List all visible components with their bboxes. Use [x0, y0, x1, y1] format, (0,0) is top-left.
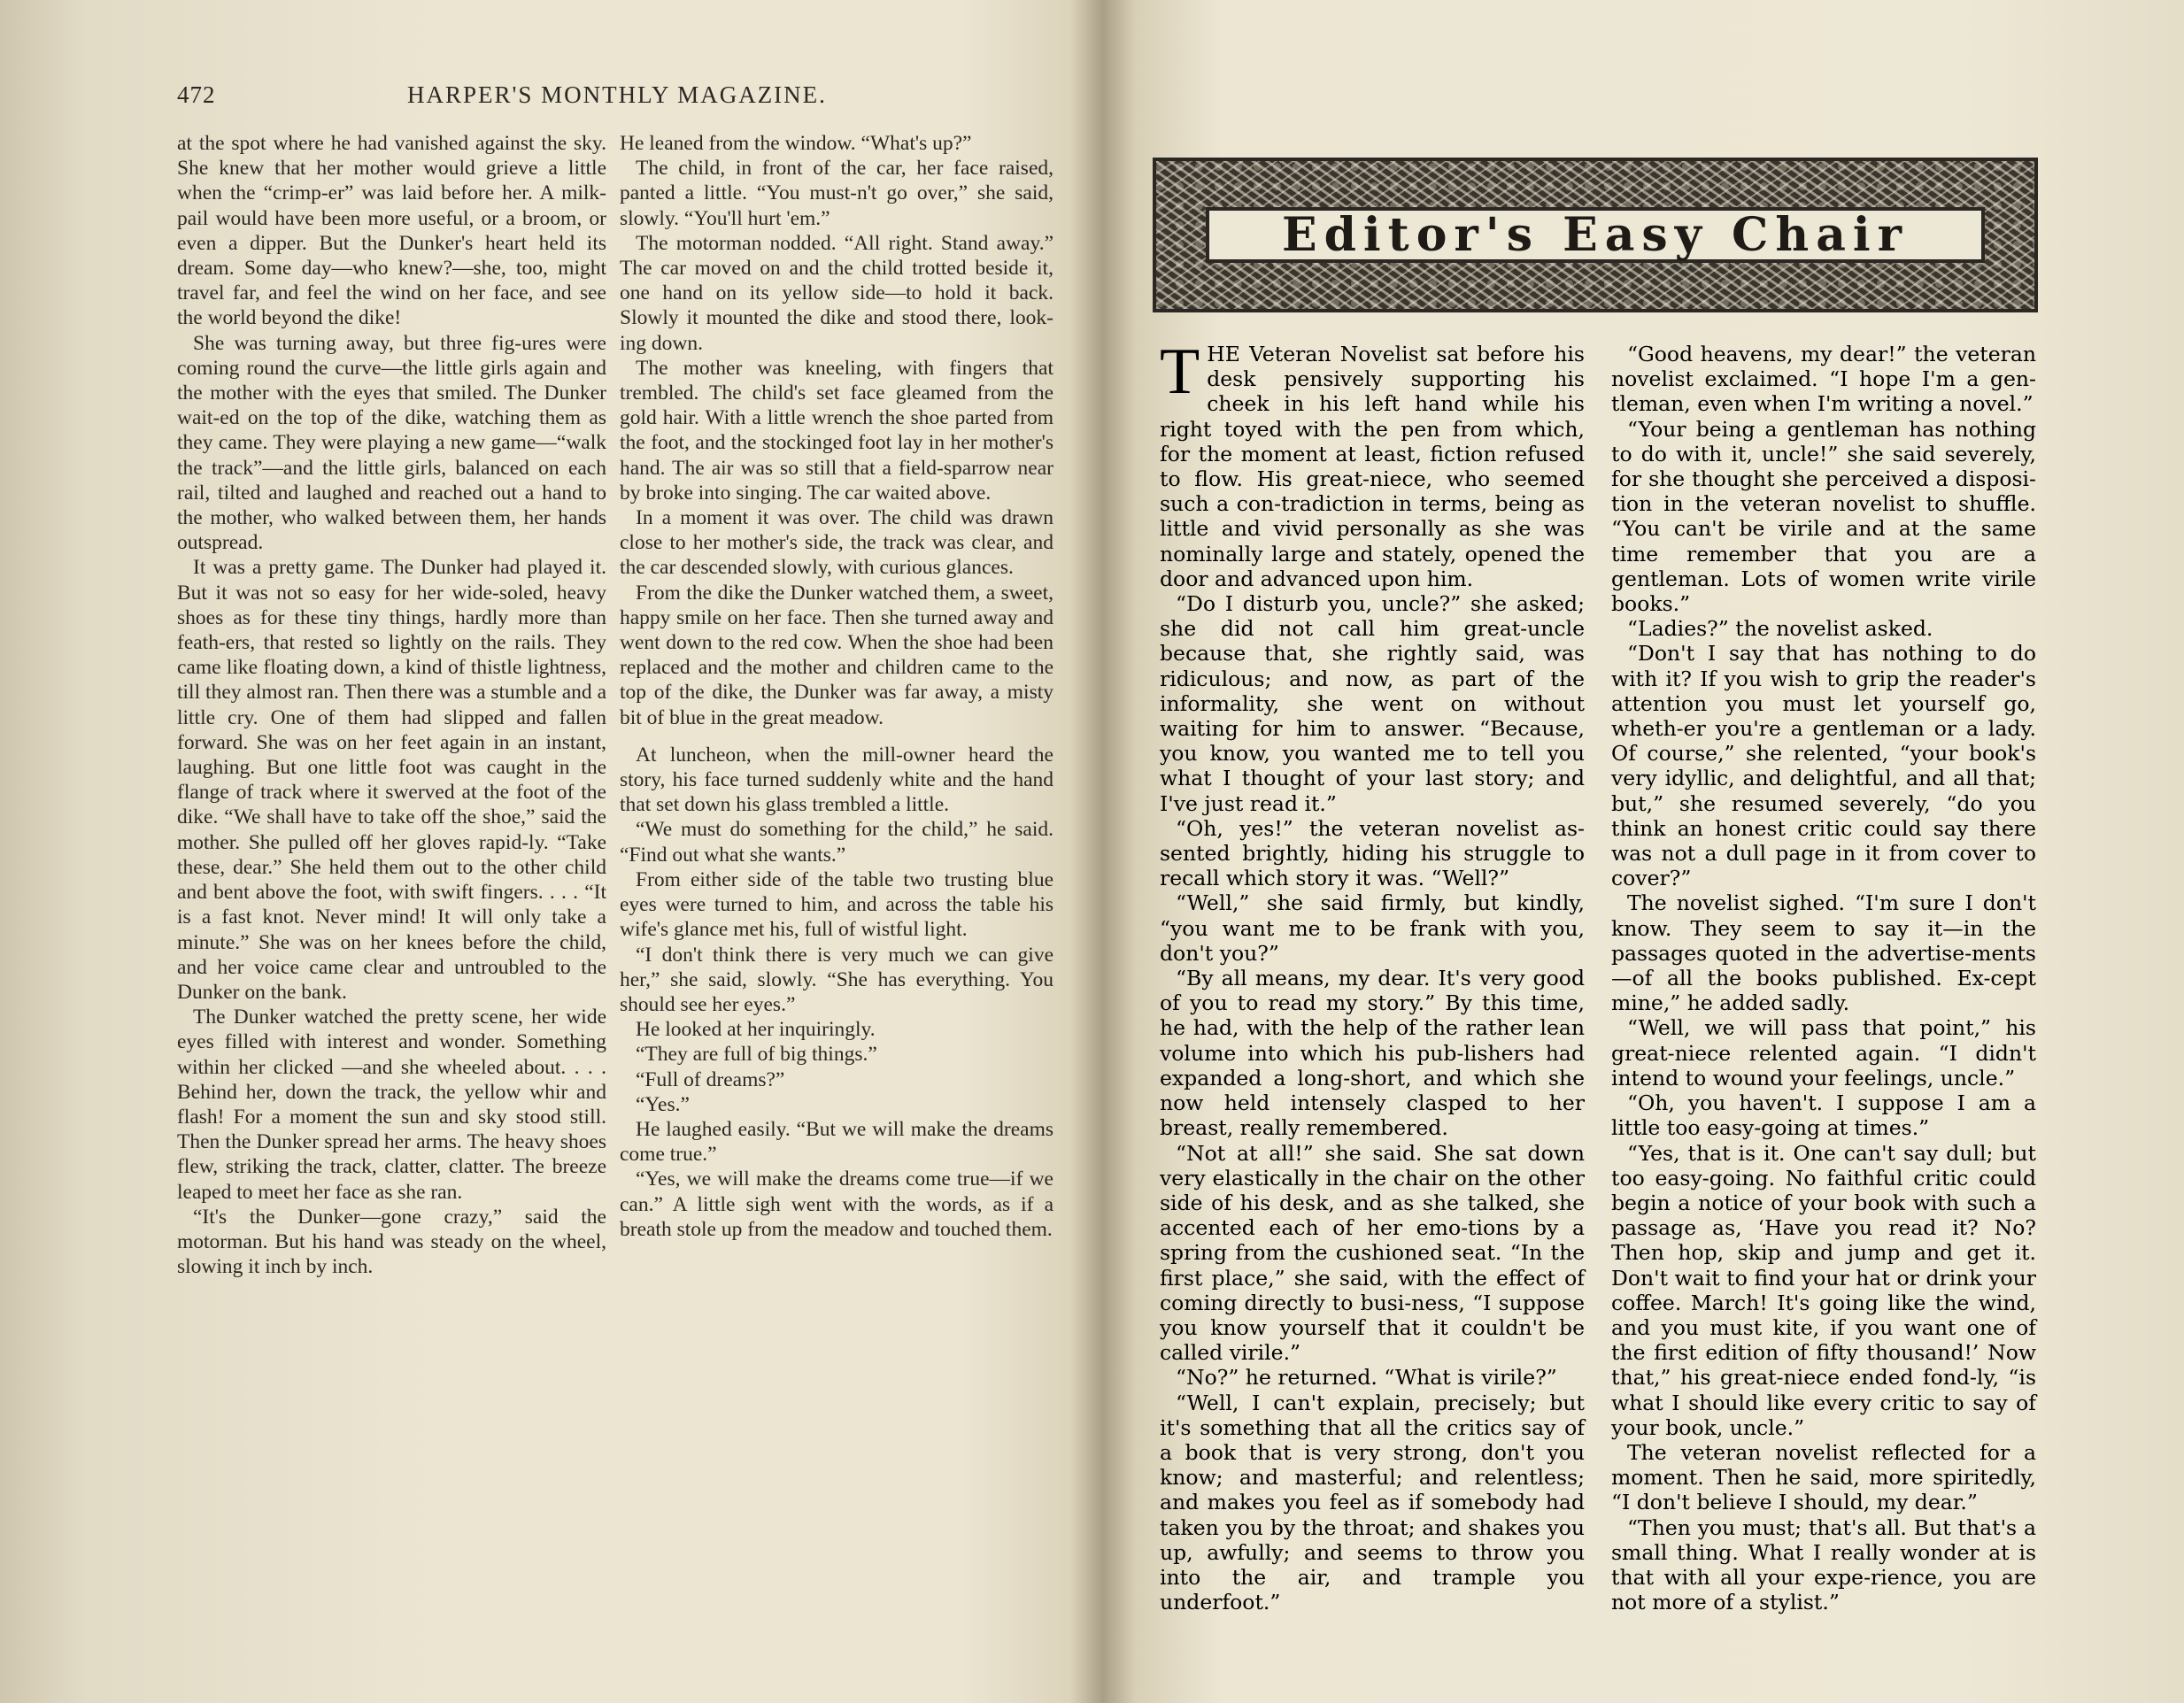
drop-cap: T	[1160, 335, 1200, 408]
paragraph: “Yes, that is it. One can't say dull; but too easy-going. No faithful critic could begin a notice of your book with such a passage as, ‘Have you read it? No? Then hop, skip and jump and get it. Don't wait to find your hat or drink your coffee. March! It's going like the wind, and you must kite, if you want one of the first edition of fifty thousand!’ Now that,” his great-niece ended fond-ly, “is what I should like every critic to say of your book, uncle.”	[1611, 1140, 2036, 1440]
paragraph: From either side of the table two trusting blue eyes were turned to him, and across the table his wife's glance met his, full of wistful light.	[620, 867, 1053, 942]
paragraph: The child, in front of the car, her face raised, panted a little. “You must-n't go over,” she said, slowly. “You'll hurt 'em.”	[620, 157, 1053, 230]
paragraph: “Yes, we will make the dreams come true—if we can.” A little sigh went with the words, as if a breath stole up from the meadow and touched them.	[620, 1167, 1053, 1241]
paragraph: “Do I disturb you, uncle?” she asked; she did not call him great-uncle because that, she rightly said, was ridiculous; and now, as part of the informality, she went on without waiting for him to answer. “Because, you know, you wanted me to tell you what I thought of your last story; and I've just read it.”	[1160, 591, 1585, 816]
paragraph: The veteran novelist reflected for a moment. Then he said, more spiritedly, “I don't believe I should, my dear.”	[1611, 1439, 2036, 1515]
paragraph: “They are full of big things.”	[636, 1043, 877, 1067]
paragraph: “It's the Dunker—gone crazy,” said the motorman. But his hand was steady on the wheel, slowing it inch by inch.	[177, 1205, 606, 1279]
paragraph: “Not at all!” she said. She sat down very elastically in the chair on the other side of his desk, and as she talked, she accented each of her emo-tions by a spring from the cushioned seat. “In the first place,” she said, with the effect of coming directly to busi-ness, “I suppose you know yourself that it couldn't be called virile.”	[1160, 1140, 1585, 1366]
paragraph: “By all means, my dear. It's very good of you to read my story.” By this time, he had, with the help of the rather lean volume into which his pub-lishers had expanded a long-short, and which she now held intensely clasped to her breast, really remembered.	[1160, 966, 1585, 1141]
paragraph: at the spot where he had vanished against the sky. She knew that her mother would grieve a little when the “crimp-er” was laid before her. A milk-pail would have been more useful, or a broom, or even a dipper. But the Dunker's heart held its dream. Some day—who knew?—she, too, might travel far, and feel the wind on her face, and see the world beyond the dike!	[177, 132, 606, 330]
paragraph: “No?” he returned. “What is virile?”	[1176, 1365, 1557, 1391]
paragraph: “I don't think there is very much we can give her,” she said, slowly. “She has everything. You should see her eyes.”	[620, 943, 1053, 1016]
paragraph: The Dunker watched the pretty scene, her wide eyes filled with interest and wonder. Something within her clicked —and she wheeled about. . . . Behind her, down the track, the yellow whir and flash! For a moment the sun and sky stood still. Then the Dunker spread her arms. The heavy shoes flew, striking the track, clatter, clatter. The breeze leaped to meet her face as she ran.	[177, 1006, 606, 1204]
banner-frame	[1206, 207, 1985, 263]
paragraph: In a moment it was over. The child was drawn close to her mother's side, the track was clear, and the car descended slowly, with curious glances.	[620, 506, 1053, 580]
page-number: 472	[177, 81, 216, 108]
paragraph: “Oh, yes!” the veteran novelist as-sented brightly, hiding his struggle to recall which story it was. “Well?”	[1160, 815, 1585, 891]
paragraph: At luncheon, when the mill-owner heard the story, his face turned suddenly white and the hand that set down his glass trembled a little.	[620, 743, 1053, 817]
paragraph: From the dike the Dunker watched them, a sweet, happy smile on her face. Then she turned away and went down to the red cow. When the shoe had been replaced and the mother and children came to the top of the dike, the Dunker was far away, a misty bit of blue in the great meadow.	[620, 581, 1053, 729]
paragraph: The mother was kneeling, with fingers that trembled. The child's set face gleamed from the gold hair. With a little wrench the shoe parted from the foot, and the stockinged foot lay in her mother's hand. The air was so still that a field-sparrow near by broke into singing. The car waited above.	[620, 356, 1053, 505]
paragraph: It was a pretty game. The Dunker had played it. But it was not so easy for her wide-soled, heavy shoes as for these tiny things, hardly more than feath-ers, that rested so lightly on the rails. They came like floating down, a kind of thistle lightness, till they almost ran. Then there was a stumble and a little cry. One of them had slipped and fallen forward. She was on her feet again in an instant, laughing. But one little foot was caught in the flange of track where it swerved at the foot of the dike. “We shall have to take off the shoe,” said the mother. She pulled off her gloves rapid-ly. “Take these, dear.” She held them out to the other child and bent above the foot, with swift fingers. . . . “It is a fast knot. Never mind! It will only take a minute.” She was on her knees before the child, and her voice came clear and untroubled to the Dunker on the bank.	[177, 556, 606, 1004]
paragraph: She was turning away, but three fig-ures were coming round the curve—the little girls again and the mother with the eyes that smiled. The Dunker wait-ed on the top of the dike, watching them as they came. They were playing a new game—“walk the track”—and the little girls, balanced on each rail, tilted and laughed and reached out a hand to the mother, who walked between them, her hands outspread.	[177, 331, 606, 555]
paragraph: “Full of dreams?”	[636, 1067, 785, 1091]
left-column-2	[620, 131, 1053, 1242]
paragraph: “Oh, you haven't. I suppose I am a little too easy-going at times.”	[1611, 1090, 2036, 1141]
paragraph: He looked at her inquiringly.	[636, 1018, 876, 1042]
right-column-2	[1611, 342, 2036, 1614]
section-title: Editor's Easy Chair	[1281, 208, 1910, 262]
paragraph: “We must do something for the child,” he said. “Find out what she wants.”	[620, 818, 1053, 867]
right-column-1	[1160, 335, 1585, 1615]
paragraph: “Well, I can't explain, precisely; but it's something that all the critics say of a book that is very strong, don't you know; and masterful; and relentless; and makes you feel as if somebody had taken you by the throat; and shakes you up, awfully; and seems to throw you into the air, and trample you underfoot.”	[1160, 1390, 1585, 1615]
left-column-1	[177, 131, 606, 1279]
paragraph: “Yes.”	[636, 1092, 690, 1116]
paragraph: “Well,” she said firmly, but kindly, “you want me to be frank with you, don't you?”	[1160, 890, 1585, 966]
paragraph: “Well, we will pass that point,” his great-niece relented again. “I didn't intend to wound your feelings, uncle.”	[1611, 1015, 2036, 1090]
running-head	[177, 81, 1062, 117]
paragraph: “Then you must; that's all. But that's a small thing. What I really wonder at is that with all your expe-rience, you are not more of a stylist.”	[1611, 1514, 2036, 1615]
paragraph: He laughed easily. “But we will make the dreams come true.”	[620, 1117, 1053, 1167]
paragraph: “Good heavens, my dear!” the veteran novelist exclaimed. “I hope I'm a gen-tleman, even when I'm writing a novel.”	[1611, 342, 2036, 417]
paragraph: “Ladies?” the novelist asked.	[1627, 616, 1933, 642]
paragraph: “Your being a gentleman has nothing to do with it, uncle!” she said severely, for she thought she perceived a disposi-tion in the veteran novelist to shuffle. “You can't be virile and at the same time remember that you are a gentleman. Lots of women write virile books.”	[1611, 416, 2036, 617]
paragraph: The novelist sighed. “I'm sure I don't know. They seem to say it—in the passages quoted in the advertise-ments—of all the books published. Ex-cept mine,” he added sadly.	[1611, 890, 2036, 1016]
section-banner	[1153, 158, 2038, 312]
paragraph: “Don't I say that has nothing to do with it? If you wish to grip the reader's attention you must let yourself go, wheth-er you're a gentleman or a lady. Of course,” she relented, “your book's very idyllic, and delightful, and all that; but,” she resumed severely, “do you think an honest critic could say there was not a dull page in it from cover to cover?”	[1611, 641, 2036, 891]
magazine-title: HARPER'S MONTHLY MAGAZINE.	[407, 81, 827, 108]
paragraph: He leaned from the window. “What's up?”	[620, 132, 972, 155]
opening-paragraph	[1160, 335, 1585, 591]
opening-text: HE Veteran Novelist sat before his desk pensively supporting his cheek in his left hand while his right toyed with the pen from which, for the moment at least, fiction refused to flow. His great-niece, who seemed such a con-tradiction in terms, being as little and vivid personally as she was nominally large and stately, opened the door and advanced upon him.	[1160, 342, 1585, 591]
paragraph: The motorman nodded. “All right. Stand away.” The car moved on and the child trotted beside it, one hand on its yellow side—to hold it back. Slowly it mounted the dike and stood there, look-ing down.	[620, 231, 1053, 355]
